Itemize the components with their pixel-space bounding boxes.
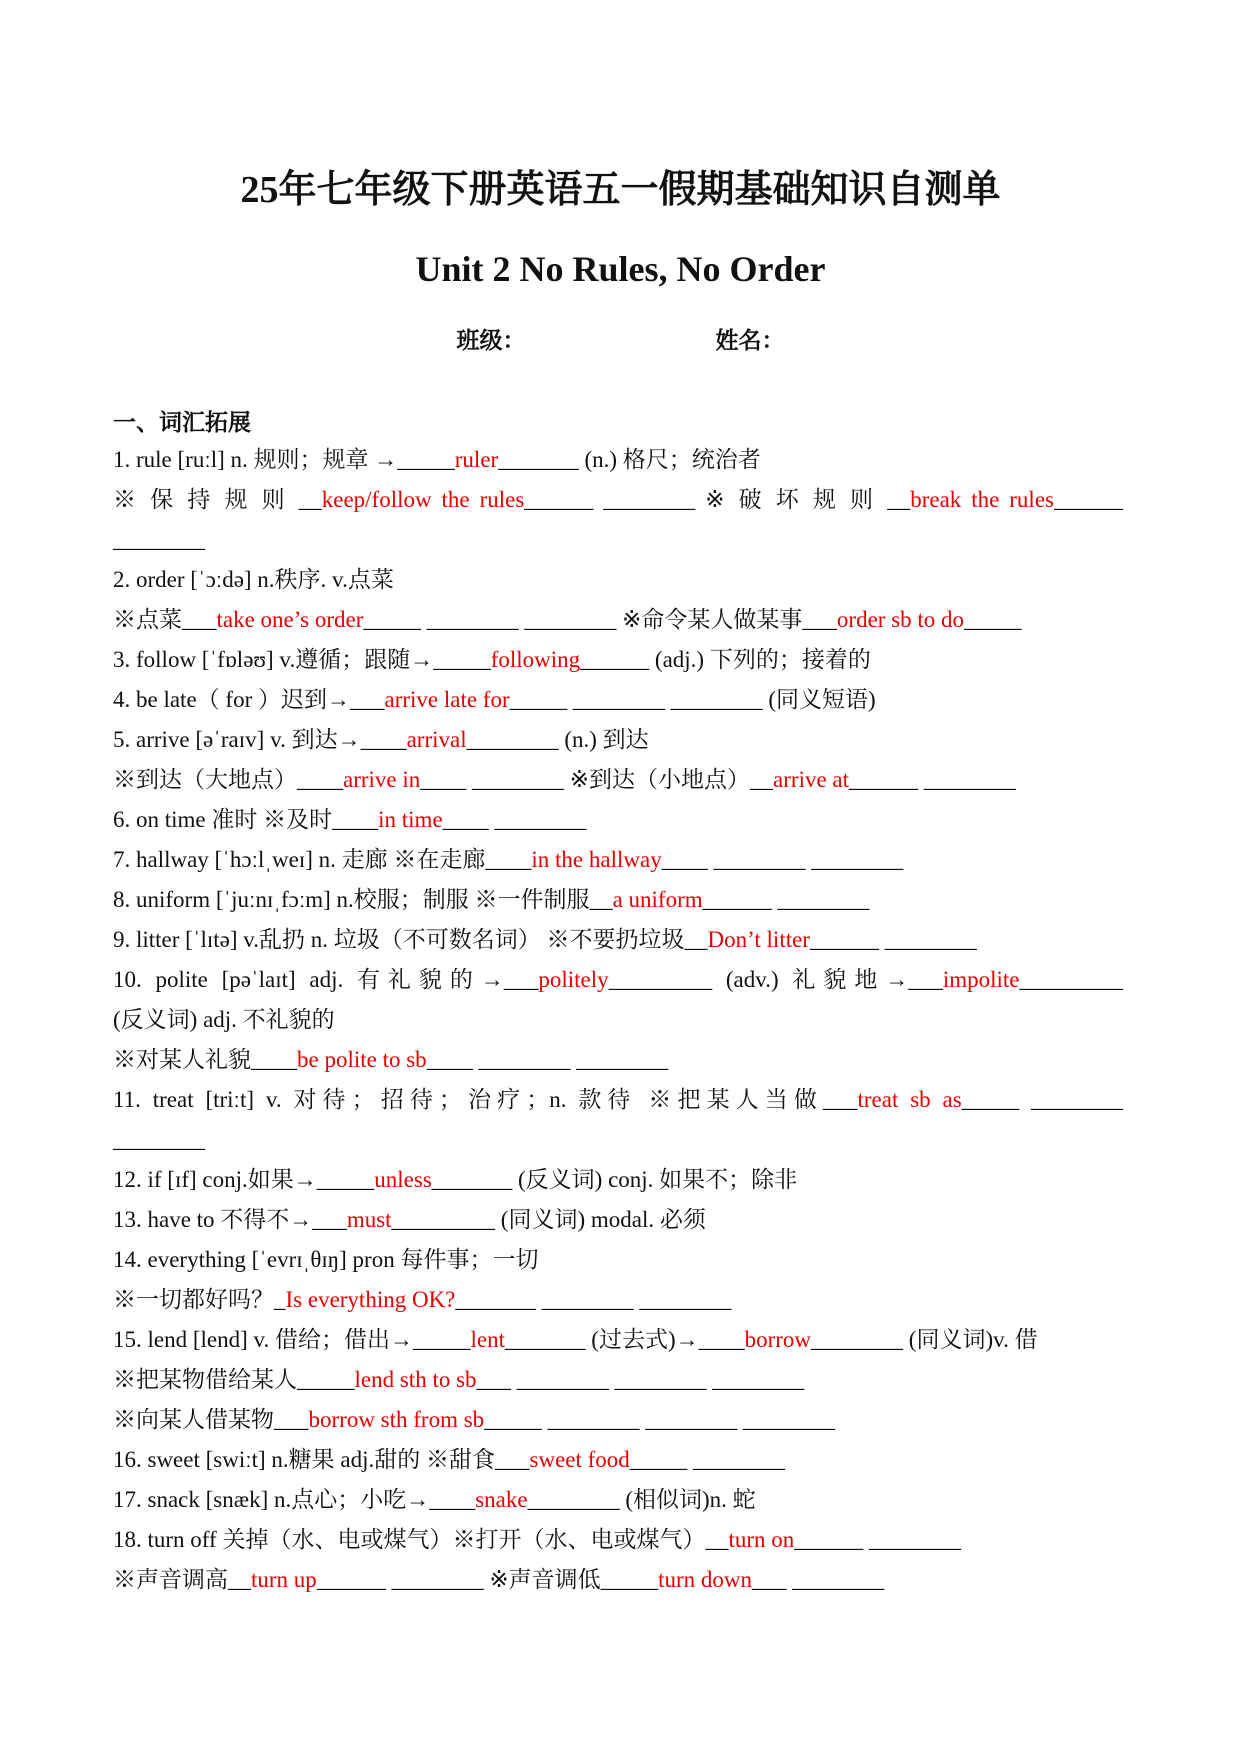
prompt-text: ※点菜___ [113,607,217,632]
vocab-line [113,600,1123,640]
prompt-text: ______ ________ [809,927,977,952]
answer-text: take one’s order [216,607,364,632]
answer-text: arrival [406,727,467,752]
prompt-text: _______ (n.) 格尺；统治者 [498,447,761,472]
answer-text: in the hallway [531,847,662,872]
name-label: 姓名： [715,328,785,353]
answer-text: keep/follow the rules [321,487,525,512]
answer-text: politely [538,967,609,992]
prompt-text: ___ ________ ________ ________ [476,1367,805,1392]
answer-text: must [346,1207,392,1232]
prompt-text: ______ ________ [702,887,870,912]
answer-text: Don’t litter [707,927,810,952]
prompt-text: ________ (同义词)v. 借 [811,1327,1038,1352]
prompt-text: ______ (adj.) 下列的；接着的 [580,647,871,672]
prompt-text: ※向某人借某物___ [113,1407,309,1432]
prompt-text: ※对某人礼貌____ [113,1047,297,1072]
prompt-text: _____ [964,607,1022,632]
prompt-text: ____ ________ ________ [426,1047,669,1072]
prompt-text: 16. sweet [swiːt] n.糖果 adj.甜的 ※甜食___ [113,1447,530,1472]
prompt-text: 8. uniform [ˈjuːnɪˌfɔːm] n.校服；制服 ※一件制服__ [113,887,613,912]
vocab-line [113,560,1123,600]
vocab-line [113,1040,1123,1080]
prompt-text: _______ (过去式)→____ [505,1327,745,1352]
answer-text: impolite [942,967,1020,992]
prompt-text: ※声音调高__ [113,1567,251,1592]
prompt-text: ※ 保 持 规 则 __ [113,487,322,512]
vocab-line [113,1360,1123,1400]
vocab-line [113,640,1123,680]
prompt-text: _____ ________ ________ ________ [484,1407,835,1432]
prompt-text: _________ (adv.) 礼貌地→___ [608,967,943,992]
answer-text: unless [374,1167,432,1192]
prompt-text: 11. treat [triːt] v. 对待；招待；治疗；n. 款待 ※把某人当做___ [113,1087,858,1112]
vocab-line [113,1560,1123,1600]
answer-text: arrive late for [384,687,510,712]
prompt-text: _______ ________ ________ [455,1287,732,1312]
answer-text: lent [470,1327,506,1352]
prompt-text: 5. arrive [əˈraɪv] v. 到达→____ [113,727,407,752]
prompt-text: 15. lend [lend] v. 借给；借出→_____ [113,1327,471,1352]
prompt-text: 17. snack [snæk] n.点心；小吃→____ [113,1487,476,1512]
answer-text: arrive at [773,767,850,792]
vocab-line [113,1160,1123,1200]
prompt-text: 9. litter [ˈlɪtə] v.乱扔 n. 垃圾（不可数名词） ※不要扔垃圾__ [113,927,708,952]
page-title: 25年七年级下册英语五一假期基础知识自测单 [240,169,1001,211]
vocab-line [113,800,1123,840]
answer-text: in time [378,807,443,832]
prompt-text: _________ [1019,967,1123,992]
vocab-line [113,1400,1123,1440]
answer-text: turn up [251,1567,317,1592]
prompt-text: 4. be late（ for ）迟到→___ [113,687,385,712]
vocab-line [113,680,1123,720]
prompt-text: 3. follow [ˈfɒləʊ] v.遵循；跟随→_____ [113,647,491,672]
prompt-text: 2. order [ˈɔːdə] n.秩序. v.点菜 [113,567,394,592]
prompt-text: _______ (反义词) conj. 如果不；除非 [431,1167,798,1192]
prompt-text: 13. have to 不得不→___ [113,1207,347,1232]
prompt-text: ____ ________ ________ [661,847,904,872]
prompt-text: ____ ________ ※到达（小地点）__ [420,767,774,792]
prompt-text: ※把某物借给某人_____ [113,1367,355,1392]
answer-text: treat sb as [857,1087,962,1112]
prompt-text: 18. turn off 关掉（水、电或煤气）※打开（水、电或煤气）__ [113,1527,729,1552]
vocab-line [113,1520,1123,1560]
prompt-text: 10. polite [pəˈlaɪt] adj. 有礼貌的→___ [113,967,539,992]
answer-text: be polite to sb [297,1047,427,1072]
answer-text: following [490,647,581,672]
prompt-text: ______ ________ [849,767,1016,792]
answer-text: Is everything OK? [285,1287,456,1312]
vocab-line [113,520,1123,560]
answer-text: borrow sth from sb [308,1407,485,1432]
answer-text: order sb to do [836,607,965,632]
prompt-text: 7. hallway [ˈhɔːlˌweɪ] n. 走廊 ※在走廊____ [113,847,532,872]
vocab-line [113,920,1123,960]
prompt-text: (反义词) adj. 不礼貌的 [113,1007,335,1032]
vocab-line [113,440,1123,480]
vocab-line [113,1440,1123,1480]
prompt-text: _____ ________ ________ (同义短语) [509,687,876,712]
vocabulary-list [113,440,1123,1600]
answer-text: ruler [454,447,499,472]
answer-text: turn on [728,1527,795,1552]
vocab-line [113,880,1123,920]
prompt-text: _________ (同义词) modal. 必须 [391,1207,706,1232]
student-info [0,322,1241,355]
prompt-text: ________ [113,527,205,552]
prompt-text: _____ ________ [961,1087,1123,1112]
vocab-line [113,1480,1123,1520]
prompt-text: ________ (相似词)n. 蛇 [527,1487,756,1512]
vocab-line [113,760,1123,800]
vocab-line [113,1240,1123,1280]
prompt-text: ______ ________ [794,1527,962,1552]
prompt-text: 1. rule [ruːl] n. 规则；规章 →_____ [113,447,455,472]
vocab-line [113,1280,1123,1320]
answer-text: borrow [744,1327,812,1352]
vocab-line [113,480,1123,520]
vocab-line [113,1000,1123,1040]
vocab-line [113,1120,1123,1160]
answer-text: break the rules [910,487,1054,512]
prompt-text: _____ ________ ________ ※命令某人做某事___ [363,607,837,632]
answer-text: turn down [658,1567,753,1592]
vocab-line [113,720,1123,760]
prompt-text: ____ ________ [442,807,587,832]
vocab-line [113,960,1123,1000]
answer-text: snake [475,1487,528,1512]
prompt-text: 12. if [ɪf] conj.如果→_____ [113,1167,375,1192]
answer-text: sweet food [529,1447,630,1472]
vocab-line [113,1200,1123,1240]
vocab-line [113,1080,1123,1120]
answer-text: a uniform [612,887,703,912]
answer-text: lend sth to sb [354,1367,477,1392]
prompt-text: ______ [1053,487,1123,512]
prompt-text: ___ ________ [752,1567,885,1592]
prompt-text: ______ ________ ※声音调低_____ [316,1567,659,1592]
prompt-text: _____ ________ [629,1447,786,1472]
class-label: 班级： [456,328,526,353]
prompt-text: ※到达（大地点）____ [113,767,343,792]
unit-subtitle: Unit 2 No Rules, No Order [415,249,826,289]
prompt-text: ※一切都好吗？_ [113,1287,286,1312]
vocab-line [113,840,1123,880]
prompt-text: 6. on time 准时 ※及时____ [113,807,379,832]
prompt-text: ________ (n.) 到达 [466,727,649,752]
prompt-text: 14. everything [ˈevrɪˌθɪŋ] pron 每件事；一切 [113,1247,539,1272]
vocab-line [113,1320,1123,1360]
answer-text: arrive in [343,767,421,792]
prompt-text: ________ [113,1127,205,1152]
prompt-text: ______ ________ ※ 破 坏 规 则 __ [524,487,911,512]
section-title: 一、词汇拓展 [113,410,251,435]
